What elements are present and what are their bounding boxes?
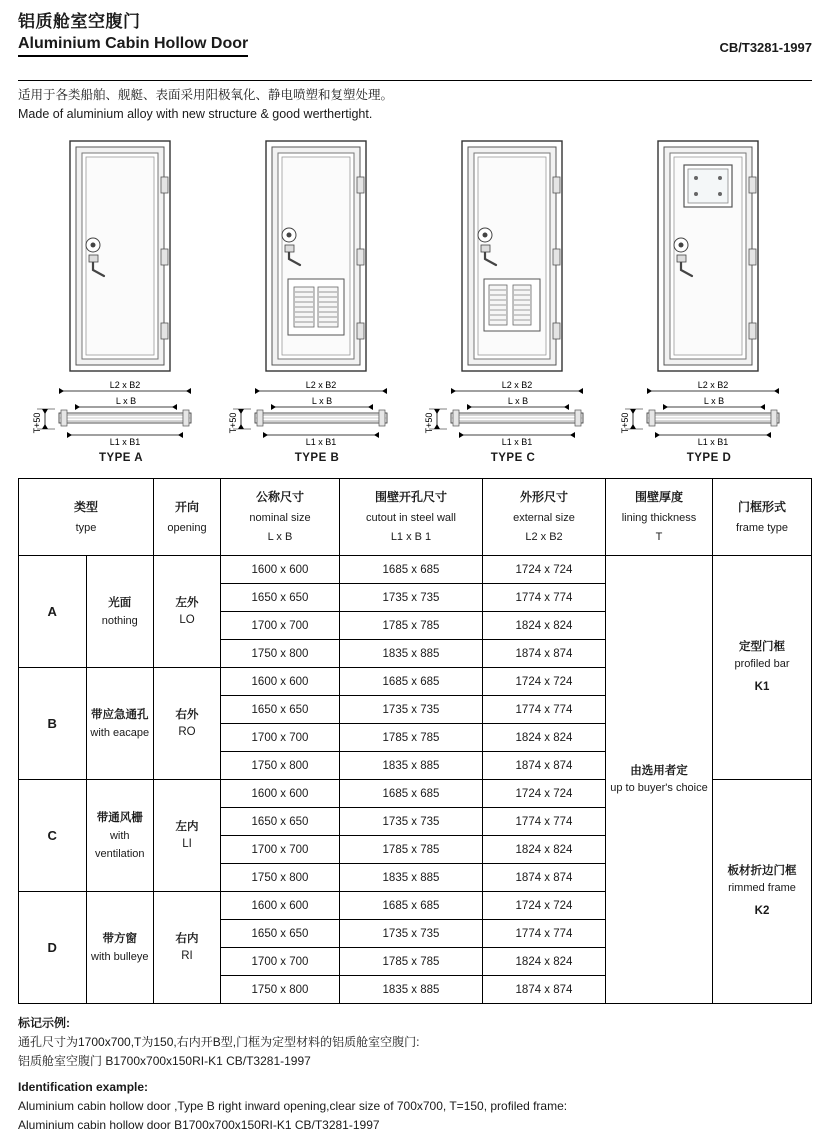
cutout-size: 1735 x 735 <box>340 920 483 948</box>
example-line-en-1: Aluminium cabin hollow door ,Type B right inward opening,clear size of 700x700, T=150, profiled frame: <box>18 1099 568 1113</box>
cutout-size: 1835 x 885 <box>340 640 483 668</box>
column-header-lining-en: lining thickness <box>621 512 697 524</box>
type-code-b: B <box>19 668 87 780</box>
nominal-size: 1700 x 700 <box>221 836 340 864</box>
column-header-frame-cn: 门框形式 <box>737 499 786 514</box>
cutout-size: 1835 x 885 <box>340 752 483 780</box>
external-size: 1874 x 874 <box>483 640 606 668</box>
type-desc-a-en: nothing <box>101 614 138 627</box>
opening-lo <box>154 556 221 668</box>
svg-text:L1 x B1: L1 x B1 <box>697 437 729 447</box>
external-size: 1724 x 724 <box>483 780 606 808</box>
header-divider <box>18 80 812 81</box>
page-title-cn: 铝质舱室空腹门 <box>18 12 141 31</box>
external-size: 1724 x 724 <box>483 556 606 584</box>
dimension-diagram-c-icon <box>423 379 603 449</box>
external-size: 1824 x 824 <box>483 836 606 864</box>
external-size: 1724 x 724 <box>483 668 606 696</box>
nominal-size: 1600 x 600 <box>221 556 340 584</box>
drawing-type-d <box>614 137 804 464</box>
lining-thickness-value <box>606 556 713 1004</box>
external-size: 1824 x 824 <box>483 724 606 752</box>
example-line-cn-2: 铝质舱室空腹门 B1700x700x150RI-K1 CB/T3281-1997 <box>18 1054 311 1068</box>
column-header-external-cn: 外形尺寸 <box>519 490 568 504</box>
cutout-size: 1735 x 735 <box>340 808 483 836</box>
column-header-type-en: type <box>75 521 97 534</box>
table-header <box>19 479 812 556</box>
column-header-external <box>483 479 606 556</box>
cutout-size: 1735 x 735 <box>340 584 483 612</box>
column-header-opening-en: opening <box>167 521 207 534</box>
frame-type-k2-en: rimmed frame <box>728 882 796 894</box>
cutout-size: 1785 x 785 <box>340 612 483 640</box>
svg-text:L1 x B1: L1 x B1 <box>501 437 533 447</box>
column-header-opening-cn: 开向 <box>174 499 199 514</box>
column-header-frame-en: frame type <box>736 521 788 534</box>
dimension-diagram-b-icon <box>227 379 407 449</box>
nominal-size: 1650 x 650 <box>221 808 340 836</box>
table-body <box>19 556 812 1004</box>
svg-text:T+50: T+50 <box>620 412 630 434</box>
drawing-type-a <box>26 137 216 464</box>
column-header-cutout-cn: 围壁开孔尺寸 <box>374 490 447 504</box>
column-header-type-cn: 类型 <box>73 499 98 514</box>
cutout-size: 1785 x 785 <box>340 724 483 752</box>
subtitle-en: Made of aluminium alloy with new structure & good werthertight. <box>18 107 373 121</box>
external-size: 1874 x 874 <box>483 864 606 892</box>
type-desc-d-en: with bulleye <box>91 950 149 963</box>
column-header-opening <box>154 479 221 556</box>
cutout-size: 1685 x 685 <box>340 780 483 808</box>
column-header-nominal <box>221 479 340 556</box>
opening-ro <box>154 668 221 780</box>
cutout-size: 1785 x 785 <box>340 948 483 976</box>
external-size: 1824 x 824 <box>483 948 606 976</box>
door-elevation-b-icon <box>262 137 372 375</box>
svg-text:L x B: L x B <box>507 396 529 406</box>
svg-text:L1 x B1: L1 x B1 <box>109 437 141 447</box>
opening-ri <box>154 892 221 1004</box>
external-size: 1874 x 874 <box>483 976 606 1004</box>
document-header <box>18 12 812 74</box>
lining-thickness-cn: 由选用者定 <box>630 764 688 777</box>
drawing-type-c <box>418 137 608 464</box>
subtitle-cn: 适用于各类船舶、舰艇、表面采用阳极氧化、静电喷塑和复塑处理。 <box>18 88 394 102</box>
frame-type-k1 <box>713 556 812 780</box>
example-label-cn: 标记示例: <box>18 1016 70 1030</box>
column-header-nominal-en: nominal size <box>249 512 311 524</box>
opening-lo-cn: 左外 <box>175 596 199 609</box>
type-desc-c-cn: 带通风栅 <box>96 811 143 824</box>
nominal-size: 1700 x 700 <box>221 724 340 752</box>
table-row <box>19 556 812 584</box>
nominal-size: 1600 x 600 <box>221 668 340 696</box>
type-desc-d <box>86 892 154 1004</box>
type-code-d: D <box>19 892 87 1004</box>
type-code-c: C <box>19 780 87 892</box>
column-header-type <box>19 479 154 556</box>
opening-li <box>154 780 221 892</box>
external-size: 1774 x 774 <box>483 920 606 948</box>
external-size: 1774 x 774 <box>483 808 606 836</box>
nominal-size: 1650 x 650 <box>221 696 340 724</box>
cutout-size: 1835 x 885 <box>340 976 483 1004</box>
door-elevation-c-icon <box>458 137 568 375</box>
identification-example <box>18 1014 812 1135</box>
column-header-nominal-sub: L x B <box>267 531 293 543</box>
example-line-cn-1: 通孔尺寸为1700x700,T为150,右内开B型,门框为定型材料的铝质舱室空腹门: <box>18 1035 420 1049</box>
drawing-label-d: TYPE D <box>686 452 732 464</box>
type-desc-a <box>86 556 154 668</box>
drawing-type-b <box>222 137 412 464</box>
column-header-external-sub: L2 x B2 <box>525 531 563 543</box>
standard-code: CB/T3281-1997 <box>719 40 812 55</box>
type-desc-b <box>86 668 154 780</box>
column-header-nominal-cn: 公称尺寸 <box>255 490 304 504</box>
column-header-lining-cn: 围壁厚度 <box>634 490 683 504</box>
svg-text:L2 x B2: L2 x B2 <box>501 380 533 390</box>
door-elevation-a-icon <box>66 137 176 375</box>
svg-text:L1 x B1: L1 x B1 <box>305 437 337 447</box>
external-size: 1874 x 874 <box>483 752 606 780</box>
frame-type-k1-en: profiled bar <box>734 658 790 670</box>
column-header-lining <box>606 479 713 556</box>
column-header-cutout-en: cutout in steel wall <box>366 512 456 524</box>
nominal-size: 1600 x 600 <box>221 780 340 808</box>
svg-text:L x B: L x B <box>115 396 137 406</box>
example-label-en: Identification example: <box>18 1080 149 1094</box>
external-size: 1774 x 774 <box>483 584 606 612</box>
external-size: 1774 x 774 <box>483 696 606 724</box>
type-desc-c-en: with ventilation <box>94 829 145 860</box>
specification-table <box>18 478 812 1004</box>
opening-lo-en: LO <box>179 613 195 626</box>
external-size: 1724 x 724 <box>483 892 606 920</box>
external-size: 1824 x 824 <box>483 612 606 640</box>
nominal-size: 1700 x 700 <box>221 948 340 976</box>
cutout-size: 1835 x 885 <box>340 864 483 892</box>
type-desc-d-cn: 带方窗 <box>102 932 137 945</box>
frame-type-k2 <box>713 780 812 1004</box>
column-header-cutout <box>340 479 483 556</box>
type-desc-b-en: with eacape <box>90 726 150 739</box>
opening-li-en: LI <box>182 837 192 850</box>
svg-text:T+50: T+50 <box>228 412 238 434</box>
door-elevation-d-icon <box>654 137 764 375</box>
frame-type-k1-code: K1 <box>754 681 770 693</box>
cutout-size: 1685 x 685 <box>340 892 483 920</box>
svg-text:T+50: T+50 <box>424 412 434 434</box>
cutout-size: 1735 x 735 <box>340 696 483 724</box>
example-line-en-2: Aluminium cabin hollow door B1700x700x150RI-K1 CB/T3281-1997 <box>18 1118 380 1132</box>
opening-ro-cn: 右外 <box>175 708 199 721</box>
nominal-size: 1750 x 800 <box>221 752 340 780</box>
svg-text:L x B: L x B <box>311 396 333 406</box>
type-code-a: A <box>19 556 87 668</box>
svg-text:L2 x B2: L2 x B2 <box>697 380 729 390</box>
column-header-external-en: external size <box>513 512 575 524</box>
nominal-size: 1650 x 650 <box>221 920 340 948</box>
frame-type-k2-cn: 板材折边门框 <box>727 865 797 877</box>
svg-text:L x B: L x B <box>703 396 725 406</box>
dimension-diagram-a-icon <box>31 379 211 449</box>
column-header-cutout-sub: L1 x B 1 <box>390 531 432 543</box>
opening-li-cn: 左内 <box>175 820 199 833</box>
dimension-diagram-d-icon <box>619 379 799 449</box>
table-header-row <box>19 479 812 556</box>
cutout-size: 1785 x 785 <box>340 836 483 864</box>
type-desc-b-cn: 带应急通孔 <box>91 708 149 721</box>
svg-text:L2 x B2: L2 x B2 <box>109 380 141 390</box>
opening-ri-cn: 右内 <box>175 932 199 945</box>
footer-spacer <box>18 1071 812 1078</box>
nominal-size: 1600 x 600 <box>221 892 340 920</box>
lining-thickness-en: up to buyer's choice <box>610 781 708 794</box>
cutout-size: 1685 x 685 <box>340 556 483 584</box>
nominal-size: 1750 x 800 <box>221 864 340 892</box>
type-desc-a-cn: 光面 <box>108 596 132 609</box>
nominal-size: 1650 x 650 <box>221 584 340 612</box>
nominal-size: 1750 x 800 <box>221 976 340 1004</box>
frame-type-k2-code: K2 <box>754 905 770 917</box>
svg-text:T+50: T+50 <box>32 412 42 434</box>
column-header-lining-sub: T <box>655 531 663 543</box>
nominal-size: 1700 x 700 <box>221 612 340 640</box>
svg-text:L2 x B2: L2 x B2 <box>305 380 337 390</box>
drawing-label-c: TYPE C <box>490 452 536 464</box>
column-header-frame <box>713 479 812 556</box>
page-title-en: Aluminium Cabin Hollow Door <box>18 34 248 57</box>
drawing-label-b: TYPE B <box>294 452 340 464</box>
opening-ri-en: RI <box>181 949 193 962</box>
door-drawings <box>18 137 812 464</box>
frame-type-k1-cn: 定型门框 <box>739 641 785 653</box>
opening-ro-en: RO <box>178 725 196 738</box>
cutout-size: 1685 x 685 <box>340 668 483 696</box>
nominal-size: 1750 x 800 <box>221 640 340 668</box>
type-desc-c <box>86 780 154 892</box>
drawing-label-a: TYPE A <box>98 452 144 464</box>
